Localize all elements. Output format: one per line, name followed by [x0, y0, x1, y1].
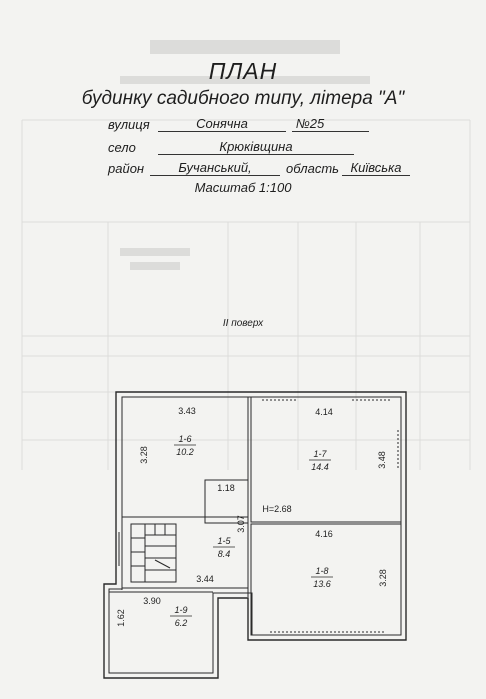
district-label: район [108, 161, 145, 176]
dim-4-16: 4.16 [315, 529, 333, 539]
region-value: Київська [350, 160, 402, 175]
dim-1-18: 1.18 [217, 483, 235, 493]
room-1-5-area: 8.4 [217, 549, 231, 559]
document-subtitle: будинку садибного типу, літера "А" [81, 88, 405, 109]
dim-4-14: 4.14 [315, 407, 333, 417]
room-1-9-id: 1-9 [174, 605, 188, 615]
house-number: №25 [295, 116, 325, 131]
dim-3-48: 3.48 [377, 451, 387, 469]
room-1-9-area: 6.2 [174, 618, 188, 628]
openings [262, 400, 398, 632]
street-label: вулиця [108, 117, 150, 132]
street-value: Сонячна [196, 116, 248, 131]
dim-3-43: 3.43 [178, 406, 196, 416]
region-label: область [286, 161, 339, 176]
dim-3-07: 3.07 [236, 515, 246, 533]
room-1-6-id: 1-6 [178, 434, 192, 444]
dim-1-62: 1.62 [116, 609, 126, 627]
room-1-5-id: 1-5 [217, 536, 231, 546]
room-1-8-area: 13.6 [313, 579, 331, 589]
staircase [116, 524, 176, 582]
dim-3-28-left: 3.28 [139, 446, 149, 464]
dim-3-28-right: 3.28 [378, 569, 388, 587]
room-1-6-area: 10.2 [176, 447, 194, 457]
ceiling-height: H=2.68 [262, 504, 292, 514]
room-1-7-id: 1-7 [313, 449, 327, 459]
floor-label: II поверх [222, 318, 264, 329]
scale-label: Масштаб 1:100 [194, 180, 292, 195]
village-value: Крюківщина [219, 139, 293, 154]
room-1-8-id: 1-8 [315, 566, 329, 576]
document-title: ПЛАН [208, 58, 278, 84]
dim-3-90: 3.90 [143, 596, 161, 606]
district-value: Бучанський, [178, 160, 252, 175]
dim-3-44: 3.44 [196, 574, 214, 584]
village-label: село [108, 140, 136, 155]
room-1-7-area: 14.4 [311, 462, 329, 472]
